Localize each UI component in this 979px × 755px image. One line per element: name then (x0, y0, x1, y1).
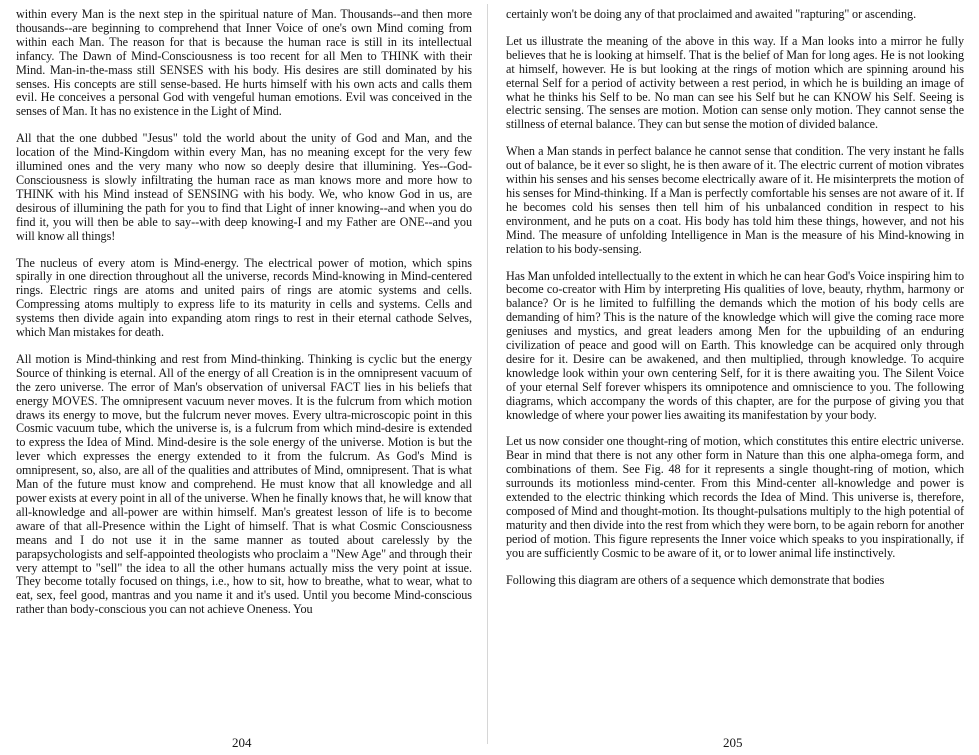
left-paragraph-3: The nucleus of every atom is Mind-energy. The electrical power of motion, which spins spirally in one direction throughout all the universe, records Mind-knowing in Mind-centered rings. Electric rings are atoms and united pairs of rings are atomic systems and cells. Compressing atoms multiply to express life to its maturity in cells and systems. Cells and systems then divide again into expanding atom rings to rest in their eternal cathode Selves, which Man mistakes for death. (16, 255, 472, 340)
right-paragraph-2: Let us illustrate the meaning of the above in this way. If a Man looks into a mirror he fully believes that he is looking at himself. That is the belief of Man for long ages. He is not looking at himself, however. He is but looking at the rings of motion which are spinning around his eternal Self for a period of activity between a rest period, in which he is building an image of what he thinks his Self to be. No man can see his Self but he can KNOW his Self. Seeing is electric sensing. The senses are motion. Motion can sense only motion. They cannot sense the stillness of eternal balance. They can but sense the motion of divided balance. (506, 33, 964, 132)
right-paragraph-5: Let us now consider one thought-ring of motion, which constitutes this entire electric universe. Bear in mind that there is not any other form in Nature than this one alpha-omega form, and combinations of them. See Fig. 48 for it represents a single thought-ring of motion, which surrounds its motionless mind-center. From this Mind-center all-knowledge and power is extended to the electric thinking which records the Idea of Mind. This universe is, therefore, composed of Mind and thought-motion. Its thought-pulsations multiply to the high potential of maturity and then divide into the rest from which they were born, to be again reborn for another period of motion. This figure represents the Inner voice which speaks to you inspirationally, if you are sufficiently Cosmic to be aware of it, or to lower animal life instinctively. (506, 434, 964, 560)
right-paragraph-4: Has Man unfolded intellectually to the extent in which he can hear God's Voice inspiring him to become co-creator with Him by interpreting His qualities of love, beauty, rhythm, harmony or balance? Or is he limited to fulfilling the demands which the motion of his body cells are demanding of him? This is the nature of the knowledge which will give the coming race more geniuses and mystics, and great leaders among Men for the upbuilding of an enduring civilization of peace and good will on Earth. This knowledge can be acquired only through desire for it. Desire can be awakened, and then multiplied, through knowledge. To acquire knowledge look within your own centering Self, for it is there awaiting you. The Silent Voice of your eternal Self forever whispers its omnipotence and omniscience to you. The following diagrams, which accompany the words of this chapter, are for the purpose of giving you that knowledge of where your power lies awaiting its manifestation by your body. (506, 268, 964, 422)
left-paragraph-2: All that the one dubbed "Jesus" told the world about the unity of God and Man, and the location of the Mind-Kingdom within every Man, has no meaning except for the very few illumined ones and the very many who now so deeply desire that illumining. Yes--God-Consciousness is slowly infiltrating the human race as man knows more and more how to THINK with his Mind instead of SENSING with his body. We, who know God in us, are desirous of illumining the path for you to find that Light of inner knowing--and when you do find it, you will then be able to say--with deep knowing-I and my Father are ONE--and you will know all things! (16, 131, 472, 243)
right-paragraph-1: certainly won't be doing any of that proclaimed and awaited "rapturing" or ascending. (506, 7, 917, 21)
page-number-left: 204 (232, 735, 252, 750)
left-paragraph-4: All motion is Mind-thinking and rest from Mind-thinking. Thinking is cyclic but the energy Source of thinking is eternal. All of the energy of all Creation is in the omnipresent vacuum of the zero universe. The error of Man's observation of universal FACT lies in his beliefs that energy MOVES. The omnipresent vacuum never moves. It is the fulcrum from which motion draws its energy to move, but the fulcrum never moves. Every ultra-microscopic point in this Cosmic vacuum tube, which the universe is, is a fulcrum from which mind-desire is extended to express the Idea of Mind. Mind-desire is the sole energy of the universe. Motion is but the lever which expresses the energy extended to it from the fulcrum. As God's Mind is omnipresent, so, also, are all of the qualities and attributes of Mind, omnipresent. That is what Man of the future must know and comprehend. He must know that all knowledge and all power exists at every point in all of the universe. When he finally knows that, he will know that all-knowledge and all-power are within himself. Man's greatest lesson of life is to become aware of that all-Presence within the Light of himself. That is what Cosmic Consciousness means and I do not use it in the same manner as touted about carelessly by the parapsychologists and self-appointed theologists who proclaim a "New Age" and through their very attempt to "sell" the idea to all the other humans actually miss the very point at issue. They become totally focused on things, i.e., how to sit, how to breathe, what to wear, what to eat, sex, feel good, mantras and you name it and it's used. Until you become Mind-conscious rather than body-conscious you can not achieve Oneness. You (16, 351, 472, 617)
book-spine (487, 4, 488, 744)
left-page (16, 8, 472, 630)
right-paragraph-6: Following this diagram are others of a sequence which demonstrate that bodies (506, 572, 885, 587)
right-paragraph-3: When a Man stands in perfect balance he cannot sense that condition. The very instant he falls out of balance, be it ever so slight, he is then aware of it. The electric current of motion vibrates within his senses and his senses become electrically aware of it. He misinterprets the motion of his senses for Mind-thinking. If a Man is perfectly comfortable his senses are not aware of it. If he becomes cold his senses then tell him of his unbalanced condition in respect to his environment, and he puts on a coat. His body has told him these things, however, and not his Mind. The measure of unfolding Intelligence in Man is the measure of his Mind-knowing in relation to his body-sensing. (506, 144, 964, 256)
right-page (506, 8, 964, 601)
page-number-right: 205 (723, 735, 743, 750)
left-paragraph-1: within every Man is the next step in the spiritual nature of Man. Thousands--and then more thousands--are beginning to comprehend that Inner Voice of one's own Mind coming from within each Man. The reason for that is because the human race is still in its intellectual infancy. The Dawn of Mind-Consciousness is too recent for all Men to THINK with their Mind. Man-in-the-mass still SENSES with his body. His desires are still dominated by his senses. His concepts are still sense-based. He hurts himself with his own acts and calls them evil. He conceives a personal God with vengeful human emotions. Evil was conceived in the senses of Man. It has no existence in the Light of Mind. (16, 7, 472, 119)
